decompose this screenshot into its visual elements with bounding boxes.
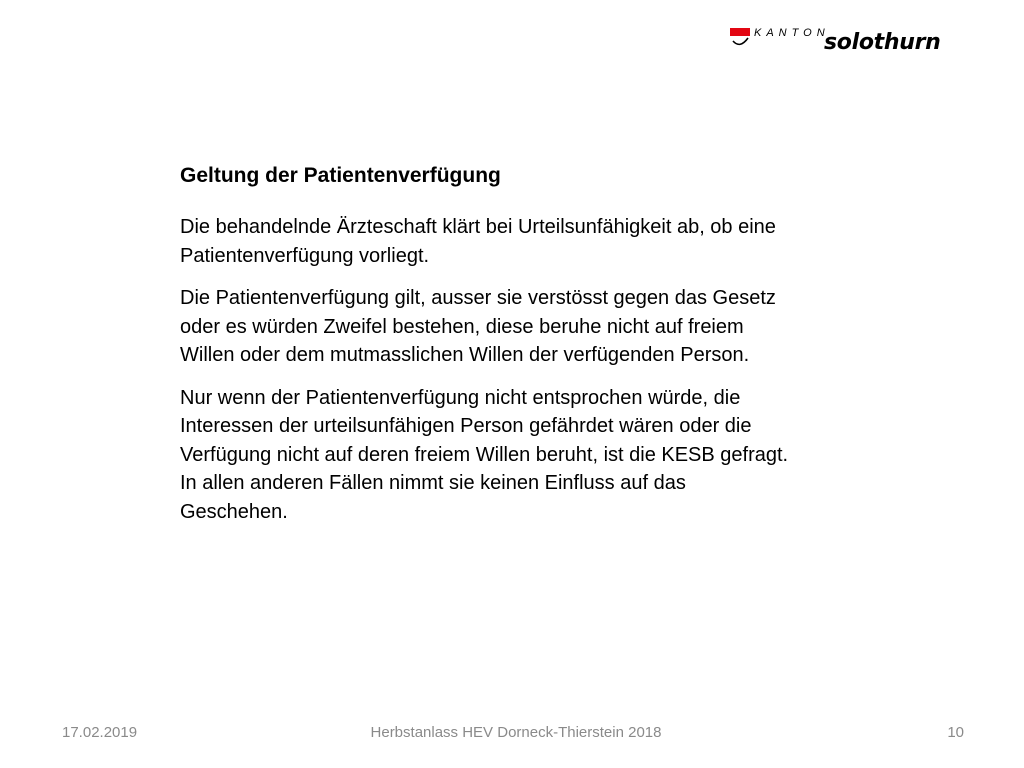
kanton-solothurn-logo bbox=[728, 24, 978, 58]
shield-icon bbox=[728, 24, 752, 54]
paragraph-line: Patientenverfügung vorliegt. bbox=[180, 244, 430, 267]
slide-heading: Geltung der Patientenverfügung bbox=[180, 164, 501, 187]
paragraph-3 bbox=[180, 384, 940, 527]
paragraph-1 bbox=[180, 213, 940, 270]
logo-name-text: solothurn bbox=[824, 30, 941, 55]
paragraph-line: Nur wenn der Patientenverfügung nicht entsprochen würde, die bbox=[180, 386, 741, 409]
paragraph-line: Verfügung nicht auf deren freiem Willen beruht, ist die KESB gefragt. bbox=[180, 443, 789, 466]
paragraph-line: oder es würden Zweifel bestehen, diese beruhe nicht auf freiem bbox=[180, 315, 744, 338]
slide-content bbox=[180, 162, 940, 540]
paragraph-2 bbox=[180, 284, 940, 370]
footer-page-number: 10 bbox=[947, 724, 964, 741]
shield-outline-curve bbox=[733, 38, 748, 44]
logo-prefix-text: KANTON bbox=[754, 27, 830, 39]
paragraph-line: Geschehen. bbox=[180, 500, 288, 523]
paragraph-line: Die Patientenverfügung gilt, ausser sie verstösst gegen das Gesetz bbox=[180, 287, 776, 309]
paragraph-line: Die behandelnde Ärzteschaft klärt bei Urteilsunfähigkeit ab, ob eine bbox=[180, 216, 776, 238]
footer-event-title: Herbstanlass HEV Dorneck-Thierstein 2018 bbox=[370, 724, 662, 741]
footer-date: 17.02.2019 bbox=[62, 724, 138, 741]
shield-red-half bbox=[730, 28, 750, 36]
paragraph-line: In allen anderen Fällen nimmt sie keinen Einfluss auf das bbox=[180, 472, 686, 494]
paragraph-line: Willen oder dem mutmasslichen Willen der verfügenden Person. bbox=[180, 344, 750, 366]
paragraph-line: Interessen der urteilsunfähigen Person gefährdet wären oder die bbox=[180, 415, 752, 437]
